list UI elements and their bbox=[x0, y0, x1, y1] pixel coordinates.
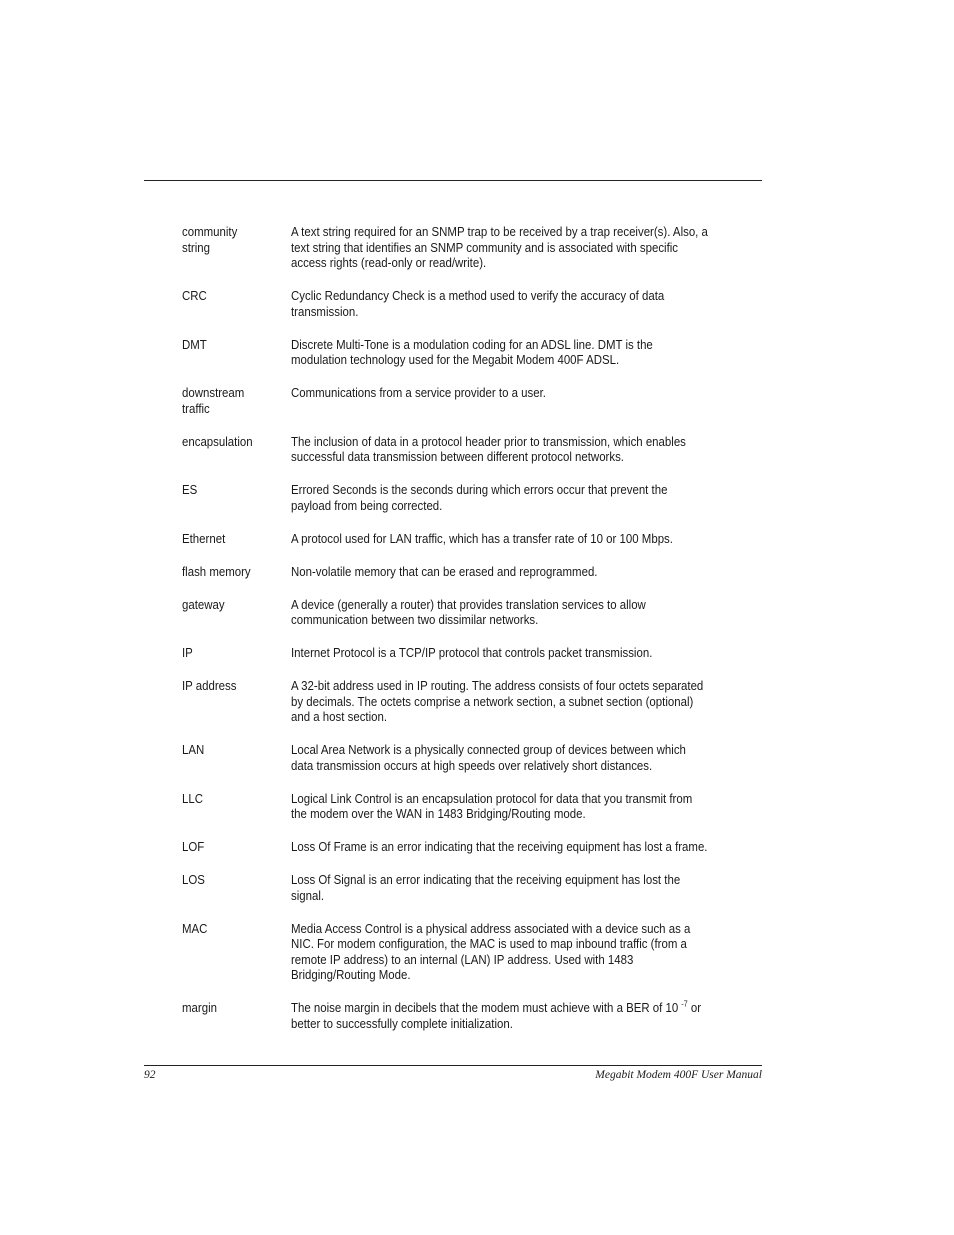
glossary-entry-crc bbox=[182, 288, 762, 319]
glossary-term: CRC bbox=[182, 288, 207, 303]
glossary-entry-gateway bbox=[182, 597, 762, 628]
glossary-entry-llc bbox=[182, 791, 762, 822]
definition-text-after: or better to successfully complete initialization. bbox=[291, 1000, 702, 1031]
header-rule bbox=[144, 180, 762, 181]
glossary-term: downstream traffic bbox=[182, 385, 245, 416]
glossary-term: Ethernet bbox=[182, 530, 226, 546]
glossary-definition: Discrete Multi-Tone is a modulation coding for an ADSL line. DMT is the modulation technology used for the Megabit Modem 400F ADSL. bbox=[291, 336, 653, 367]
glossary-definition: The inclusion of data in a protocol header prior to transmission, which enables successful data transmission between different protocol networks. bbox=[291, 433, 686, 464]
glossary-definition: Local Area Network is a physically connected group of devices between which data transmission occurs at high speeds over relatively short distances. bbox=[291, 742, 686, 773]
glossary-term: LLC bbox=[182, 790, 203, 806]
footer-rule bbox=[144, 1065, 762, 1066]
glossary-definition: A protocol used for LAN traffic, which has a transfer rate of 10 or 100 Mbps. bbox=[291, 530, 673, 546]
glossary-entry-ethernet bbox=[182, 531, 762, 547]
glossary-definition: Communications from a service provider to a user. bbox=[291, 385, 546, 400]
glossary-definition: A device (generally a router) that provides translation services to allow communication between two dissimilar networks. bbox=[291, 596, 646, 627]
glossary-term: community string bbox=[182, 224, 238, 255]
glossary-entry-dmt bbox=[182, 337, 762, 368]
page-number: 92 bbox=[144, 1069, 156, 1081]
glossary-definition: Logical Link Control is an encapsulation protocol for data that you transmit from the modem over the WAN in 1483 Bridging/Routing mode. bbox=[291, 790, 693, 821]
manual-title: Megabit Modem 400F User Manual bbox=[595, 1069, 762, 1081]
glossary-term: margin bbox=[182, 1000, 217, 1015]
glossary-definition: Loss Of Frame is an error indicating that the receiving equipment has lost a frame. bbox=[291, 839, 708, 854]
exponent: -7 bbox=[681, 999, 688, 1009]
glossary-term: encapsulation bbox=[182, 433, 253, 449]
glossary-term: DMT bbox=[182, 336, 207, 352]
glossary-entry-margin bbox=[182, 1000, 762, 1031]
glossary-term: IP bbox=[182, 645, 193, 660]
glossary-entry-los bbox=[182, 872, 762, 903]
glossary-definition: Media Access Control is a physical address associated with a device such as a NIC. For modem configuration, the MAC is used to map inbound traffic (from a remote IP address) to an internal (LAN) IP address. Used with 1483 Bridging/Routing Mode. bbox=[291, 920, 691, 982]
glossary-definition: Non-volatile memory that can be erased and reprogrammed. bbox=[291, 563, 598, 579]
glossary-entry-lan bbox=[182, 742, 762, 773]
glossary-term: LAN bbox=[182, 742, 205, 757]
glossary-list bbox=[182, 224, 762, 1049]
glossary-entry-downstream-traffic bbox=[182, 385, 762, 416]
glossary-entry-ip bbox=[182, 645, 762, 661]
glossary-entry-ip-address bbox=[182, 678, 762, 725]
glossary-term: IP address bbox=[182, 678, 237, 693]
page-footer bbox=[144, 1068, 762, 1082]
glossary-definition: Errored Seconds is the seconds during which errors occur that prevent the payload from being corrected. bbox=[291, 482, 668, 513]
glossary-term: LOS bbox=[182, 872, 205, 887]
glossary-term: MAC bbox=[182, 920, 208, 936]
glossary-entry-es bbox=[182, 482, 762, 513]
definition-text-before: The noise margin in decibels that the modem must achieve with a BER of 10 bbox=[291, 1000, 682, 1015]
glossary-entry-community-string bbox=[182, 224, 762, 271]
glossary-definition: A text string required for an SNMP trap to be received by a trap receiver(s). Also, a text string that identifies an SNMP community and is associated with specific access rights (read-only or read/write). bbox=[291, 224, 708, 270]
glossary-definition: Loss Of Signal is an error indicating that the receiving equipment has lost the signal. bbox=[291, 872, 681, 903]
glossary-definition: Internet Protocol is a TCP/IP protocol that controls packet transmission. bbox=[291, 645, 653, 660]
glossary-term: LOF bbox=[182, 839, 205, 854]
glossary-term: ES bbox=[182, 482, 198, 497]
glossary-entry-encapsulation bbox=[182, 434, 762, 465]
glossary-entry-mac bbox=[182, 921, 762, 983]
glossary-definition: Cyclic Redundancy Check is a method used to verify the accuracy of data transmission. bbox=[291, 288, 665, 319]
glossary-entry-lof bbox=[182, 839, 762, 855]
glossary-term: gateway bbox=[182, 596, 225, 612]
glossary-definition: A 32-bit address used in IP routing. The address consists of four octets separated by decimals. The octets comprise a network section, a subnet section (optional) and a host section. bbox=[291, 678, 704, 724]
glossary-definition bbox=[291, 1000, 709, 1031]
glossary-entry-flash-memory bbox=[182, 564, 762, 580]
glossary-term: flash memory bbox=[182, 563, 251, 579]
